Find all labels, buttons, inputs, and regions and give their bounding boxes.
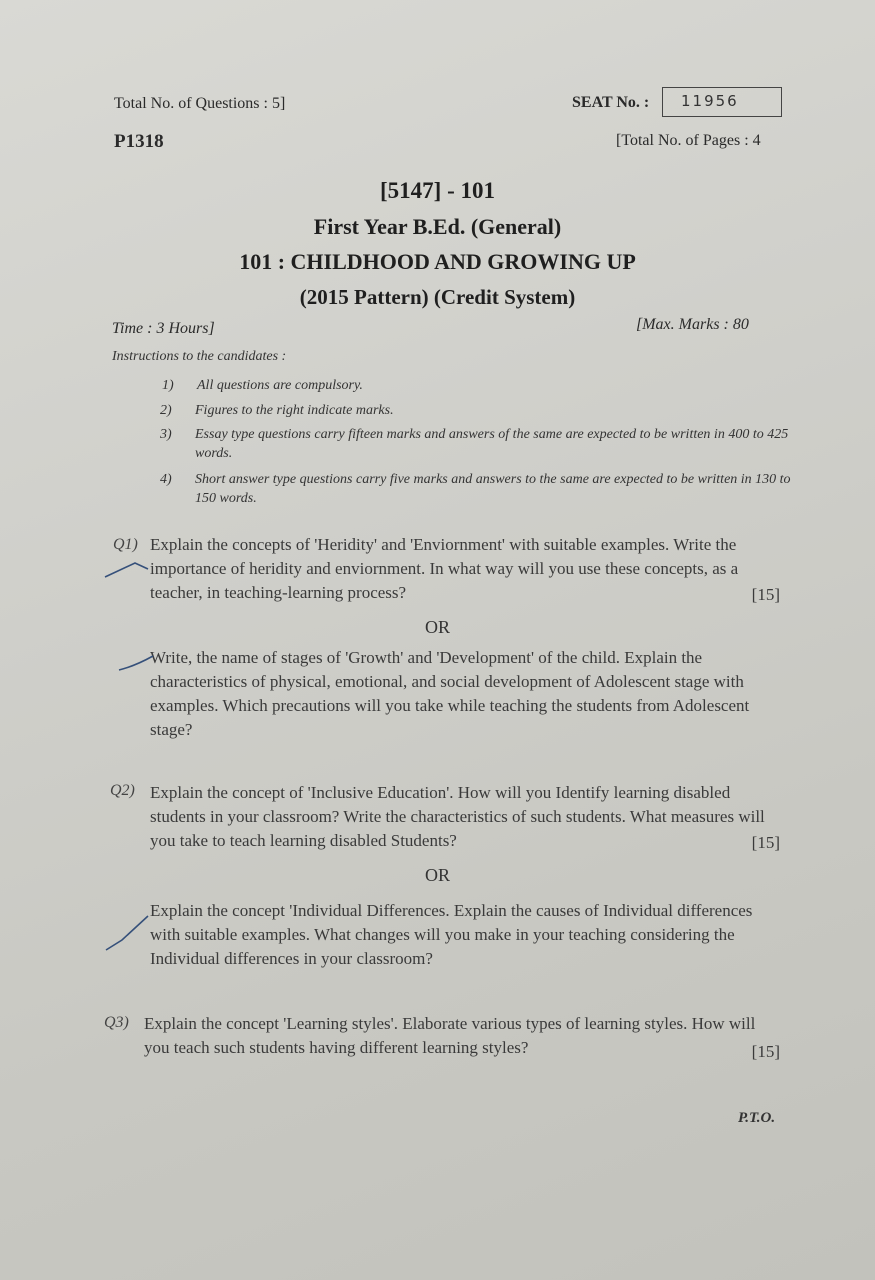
question-body: Explain the concept 'Learning styles'. Elaborate various types of learning styles. How will you teach such students having different learning styles? (144, 1014, 756, 1057)
pen-tick-mark (100, 910, 160, 955)
question-body: Explain the concept of 'Inclusive Education'. How will you Identify learning disabled students in your classroom? Write the characteristics of such students. What measures will you take to teach learning disabled Students? (150, 783, 765, 850)
instruction-item (162, 376, 802, 396)
instructions-title: Instructions to the candidates : (112, 349, 287, 364)
question-text: Explain the concept 'Individual Differences. Explain the causes of Individual differences with suitable examples. What changes will you make in your teaching considering the Individual differences in your classroom? (150, 901, 753, 968)
course-title: First Year B.Ed. (General) (313, 214, 562, 239)
question-text (150, 533, 780, 607)
question-label: Q3) (104, 1014, 129, 1031)
instruction-text: All questions are compulsory. (197, 378, 363, 393)
instruction-text: Short answer type questions carry five marks and answers to the same are expected to be written in 130 to 150 words. (195, 472, 791, 506)
question-text (144, 1012, 780, 1064)
pen-tick-mark (115, 648, 160, 678)
instruction-item (160, 401, 800, 421)
subject-title: 101 : CHILDHOOD AND GROWING UP (239, 249, 636, 274)
paper-code: P1318 (114, 131, 164, 152)
or-separator: OR (424, 617, 450, 637)
question-marks: [15] (751, 1042, 780, 1061)
instruction-number: 2) (160, 403, 172, 418)
instruction-item (160, 425, 800, 465)
or-separator: OR (424, 865, 450, 885)
instruction-text: Essay type questions carry fifteen marks and answers of the same are expected to be written in 400 to 425 words. (195, 427, 789, 461)
question-marks: [15] (751, 833, 780, 852)
instruction-number: 1) (162, 378, 174, 393)
instruction-text: Figures to the right indicate marks. (195, 403, 394, 418)
exam-code: [5147] - 101 (380, 178, 495, 203)
seat-label: SEAT No. : (572, 94, 650, 111)
question-text (150, 781, 780, 855)
pen-tick-mark (100, 555, 160, 585)
instruction-item (160, 470, 800, 510)
total-questions: Total No. of Questions : 5] (114, 95, 286, 112)
question-text: Write, the name of stages of 'Growth' and 'Development' of the child. Explain the characteristics of physical, emotional, and social development of Adolescent stage with examples. Which precautions will you take while teaching the students from Adolescent stage? (150, 648, 750, 739)
pattern-title: (2015 Pattern) (Credit System) (299, 285, 576, 309)
exam-time: Time : 3 Hours] (112, 320, 215, 337)
instruction-number: 4) (160, 472, 172, 487)
question-marks: [15] (751, 585, 780, 604)
seat-number: 11956 (681, 92, 739, 110)
max-marks: [Max. Marks : 80 (636, 316, 749, 333)
question-label: Q2) (110, 782, 135, 799)
instruction-number: 3) (160, 427, 172, 442)
question-body: Explain the concepts of 'Heridity' and 'Enviornment' with suitable examples. Write the importance of heridity and enviornment. In what way will you use these concepts, as a teacher, in teaching-learning process? (150, 535, 739, 602)
question-label: Q1) (113, 536, 138, 553)
pto-note: P.T.O. (738, 1110, 776, 1126)
total-pages: [Total No. of Pages : 4 (616, 132, 761, 149)
seat-number-box (662, 87, 782, 117)
